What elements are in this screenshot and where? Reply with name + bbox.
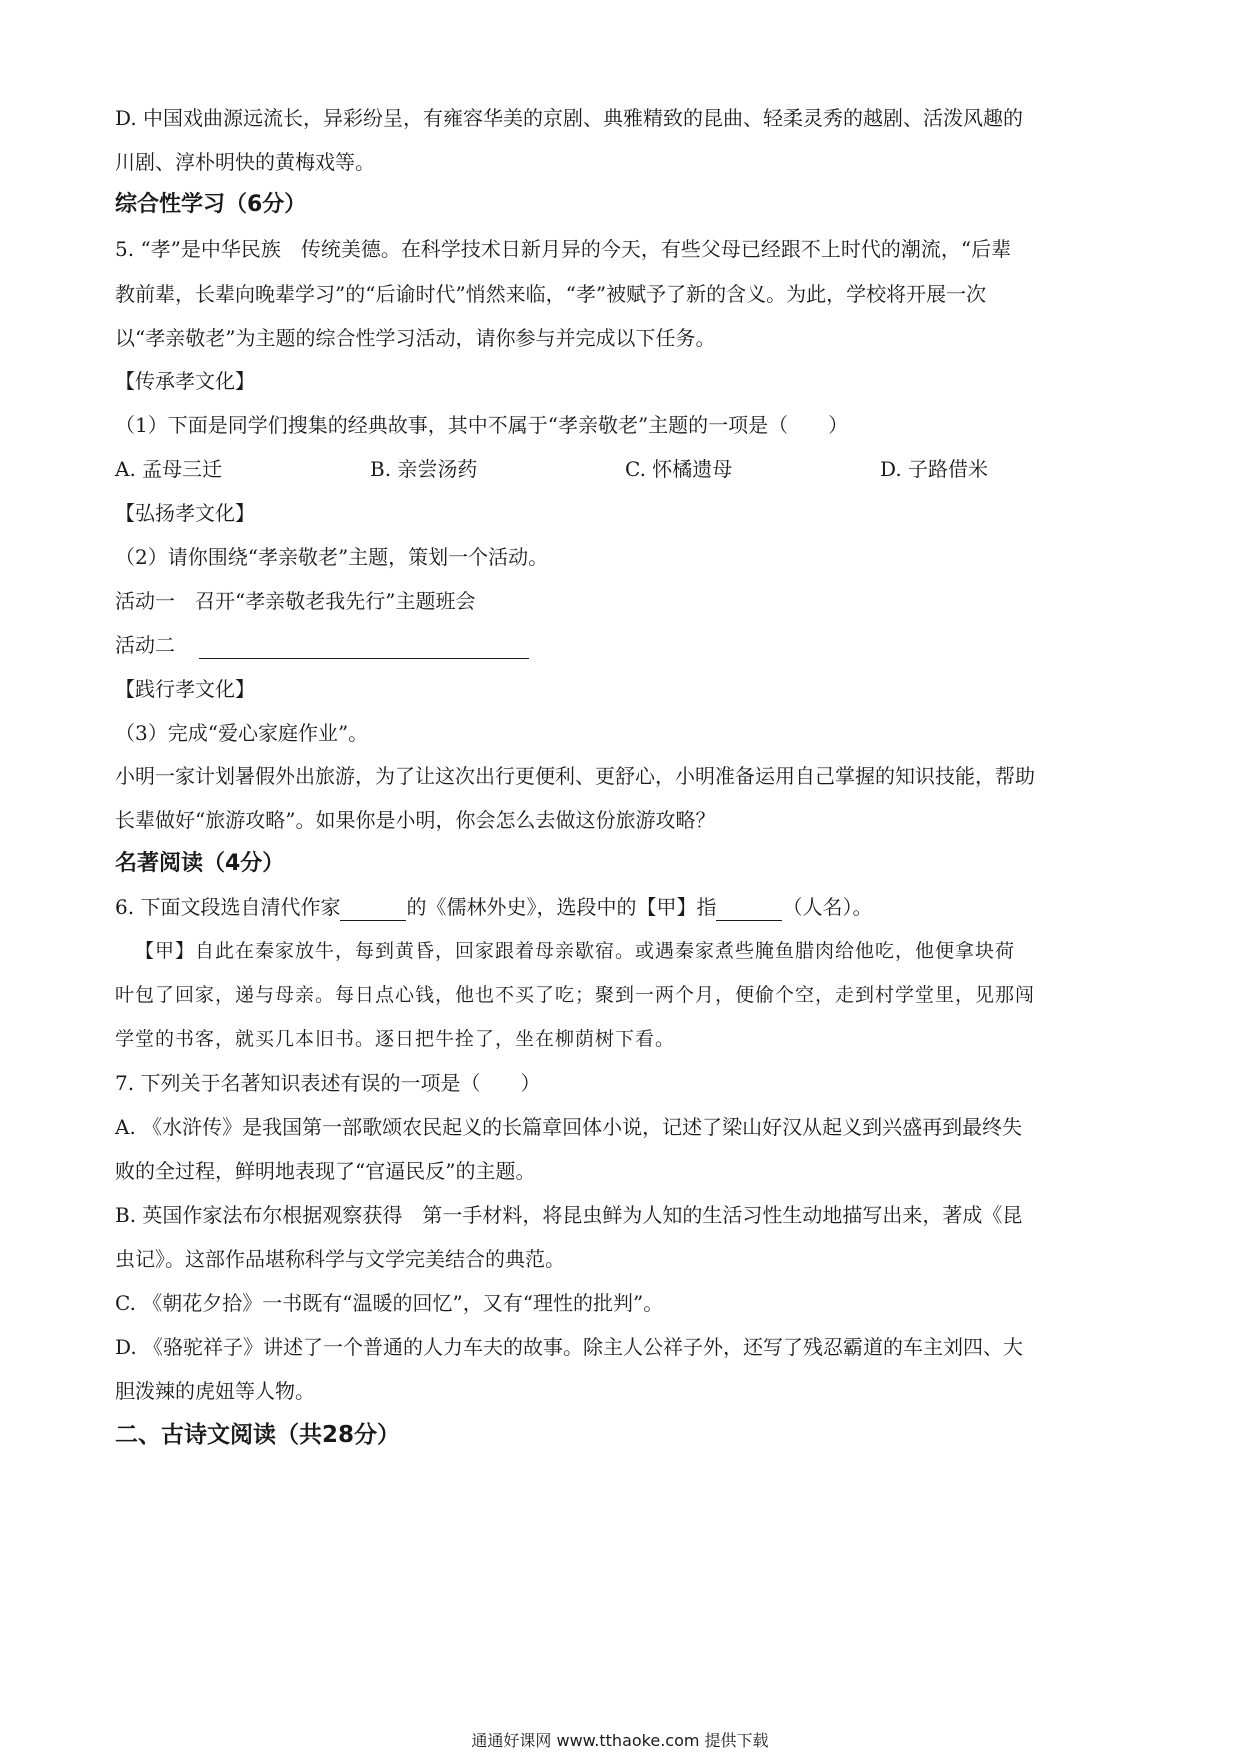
question-5-3-prompt: （3）完成“爱心家庭作业”。	[115, 721, 369, 745]
question-5-line-3: 以“孝亲敬老”为主题的综合性学习活动，请你参与并完成以下任务。	[115, 326, 716, 350]
excerpt-line-2: 叶包了回家，递与母亲。每日点心钱，他也不买了吃；聚到一两个月，便偷个空，走到村学堂里，见那闯	[115, 984, 1036, 1006]
question-5-1-options	[115, 455, 1125, 483]
question-5-2-prompt: （2）请你围绕“孝亲敬老”主题，策划一个活动。	[115, 545, 549, 569]
question-7-option-a-line-1: A. 《水浒传》是我国第一部歌颂农民起义的长篇章回体小说，记述了梁山好汉从起义到兴盛再到最终失	[115, 1115, 1023, 1139]
question-7-option-b-line-2: 虫记》。这部作品堪称科学与文学完美结合的典范。	[115, 1247, 565, 1271]
author-blank[interactable]	[340, 900, 406, 921]
subheading-practice-culture: 【践行孝文化】	[115, 677, 255, 701]
question-5-1-prompt: （1）下面是同学们搜集的经典故事，其中不属于“孝亲敬老”主题的一项是（ ）	[115, 413, 849, 437]
question-7-option-d-line-2: 胆泼辣的虎妞等人物。	[115, 1379, 315, 1403]
excerpt-line-3: 学堂的书客，就买几本旧书。逐日把牛拴了，坐在柳荫树下看。	[115, 1028, 676, 1050]
section-heading-classics-reading: 名著阅读（4分）	[115, 851, 285, 876]
question-5-line-1: 5. “孝”是中华民族 传统美德。在科学技术日新月异的今天，有些父母已经跟不上时代的潮流，“后辈	[115, 237, 1012, 261]
page-footer: 通通好课网 www.tthaoke.com 提供下载	[471, 1731, 769, 1750]
activity-one: 活动一 召开“孝亲敬老我先行”主题班会	[115, 589, 476, 613]
question-7-option-b-line-1: B. 英国作家法布尔根据观察获得 第一手材料，将昆虫鲜为人知的生活习性生动地描写出来，著成《昆	[115, 1203, 1023, 1227]
option-d: D. 子路借米	[880, 457, 989, 481]
section-heading-ancient-poetry: 二、古诗文阅读（共28分）	[115, 1422, 401, 1448]
subheading-promote-culture: 【弘扬孝文化】	[115, 501, 255, 525]
option-d-line-1: D. 中国戏曲源远流长，异彩纷呈，有雍容华美的京剧、典雅精致的昆曲、轻柔灵秀的越剧、活泼风趣的	[115, 106, 1024, 130]
option-b: B. 亲尝汤药	[370, 457, 478, 481]
option-d-line-2: 川剧、淳朴明快的黄梅戏等。	[115, 150, 375, 174]
option-c: C. 怀橘遗母	[625, 457, 733, 481]
question-6-prompt	[115, 893, 1125, 921]
question-6-text-c: （人名）。	[782, 895, 873, 919]
question-7-option-a-line-2: 败的全过程，鲜明地表现了“官逼民反”的主题。	[115, 1159, 536, 1183]
option-a: A. 孟母三迁	[115, 457, 223, 481]
question-5-3-line-1: 小明一家计划暑假外出旅游，为了让这次出行更便利、更舒心，小明准备运用自己掌握的知识技能，帮助	[115, 764, 1035, 788]
question-7-option-c: C. 《朝花夕拾》一书既有“温暖的回忆”，又有“理性的批判”。	[115, 1291, 664, 1315]
person-name-blank[interactable]	[716, 900, 782, 921]
question-5-line-2: 教前辈，长辈向晚辈学习”的“后谕时代”悄然来临，“孝”被赋予了新的含义。为此，学校将开展一次	[115, 282, 987, 306]
question-5-3-line-2: 长辈做好“旅游攻略”。如果你是小明，你会怎么去做这份旅游攻略？	[115, 808, 716, 832]
activity-two	[115, 631, 1125, 659]
section-heading-comprehensive-study: 综合性学习（6分）	[115, 192, 307, 217]
subheading-inherit-culture: 【传承孝文化】	[115, 369, 255, 393]
activity-two-label: 活动二	[115, 633, 175, 657]
question-6-text-b: 的《儒林外史》，选段中的【甲】指	[406, 895, 717, 919]
excerpt-line-1: 【甲】自此在秦家放牛，每到黄昏，回家跟着母亲歇宿。或遇秦家煮些腌鱼腊肉给他吃，他便拿块荷	[135, 940, 1016, 962]
question-7-prompt: 7. 下列关于名著知识表述有误的一项是（ ）	[115, 1071, 541, 1095]
activity-two-blank[interactable]	[199, 636, 529, 659]
question-7-option-d-line-1: D. 《骆驼祥子》讲述了一个普通的人力车夫的故事。除主人公祥子外，还写了残忍霸道的车主刘四、大	[115, 1335, 1024, 1359]
question-6-text-a: 6. 下面文段选自清代作家	[115, 895, 341, 919]
